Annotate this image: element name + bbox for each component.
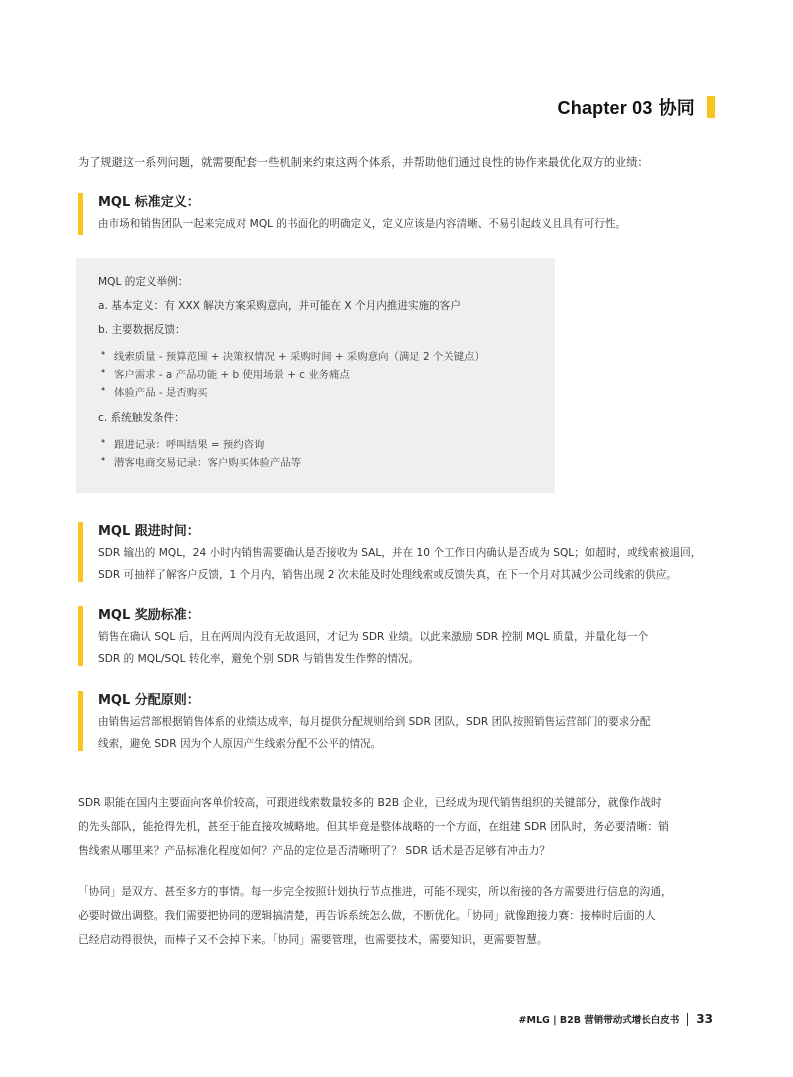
section-line: 由市场和销售团队一起来完成对 MQL 的书面化的明确定义，定义应该是内容清晰、不易引起歧义且具有可行性。 (98, 218, 627, 230)
section-line: SDR 的 MQL/SQL 转化率，避免个别 SDR 与销售发生作弊的情况。 (98, 653, 420, 665)
page-footer (519, 1012, 713, 1026)
footer-divider (687, 1013, 688, 1026)
section-line: 线索，避免 SDR 因为个人原因产生线索分配不公平的情况。 (98, 738, 382, 750)
chapter-header (558, 94, 715, 120)
example-bullet: • 体验产品 - 是否购买 (114, 384, 207, 399)
body-paragraph-sdr (78, 791, 669, 863)
section-line: 由销售运营部根据销售体系的业绩达成率，每月提供分配规则给到 SDR 团队，SDR 团队按照销售运营部门的要求分配 (98, 716, 651, 728)
page-number: 33 (696, 1012, 713, 1026)
example-item-c: c. 系统触发条件： (98, 412, 185, 424)
section-line: SDR 可抽样了解客户反馈，1 个月内，销售出现 2 次未能及时处理线索或反馈失真，在下一个月对其减少公司线索的供应。 (98, 569, 677, 581)
section-accent-bar (78, 691, 83, 751)
example-bullet: • 线索质量 - 预算范围 + 决策权情况 + 采购时间 + 采购意向（满足 2 个关键点） (114, 348, 485, 363)
example-item-a: a. 基本定义：有 XXX 解决方案采购意向，并可能在 X 个月内推进实施的客户 (98, 300, 461, 312)
section-title: MQL 跟进时间： (98, 524, 200, 539)
paragraph-line: 售线索从哪里来？产品标准化程度如何？产品的定位是否清晰明了？ SDR 话术是否足够有冲击力？ (78, 844, 551, 857)
body-paragraph-collaboration (78, 880, 672, 952)
example-bullet: • 客户需求 - a 产品功能 + b 使用场景 + c 业务痛点 (114, 366, 350, 381)
footer-publication: #MLG | B2B 营销带动式增长白皮书 (518, 1015, 680, 1026)
chapter-title-cn: 协同 (658, 98, 695, 118)
intro-text: 为了规避这一系列问题，就需要配套一些机制来约束这两个体系，并帮助他们通过良性的协作来最优化双方的业绩： (78, 156, 649, 169)
example-bullet: • 跟进记录：呼叫结果 = 预约咨询 (114, 436, 264, 451)
section-line: 销售在确认 SQL 后，且在两周内没有无故退回，才记为 SDR 业绩。以此来激励 SDR 控制 MQL 质量，并量化每一个 (98, 631, 649, 643)
section-title: MQL 分配原则： (98, 693, 200, 708)
section-line: SDR 输出的 MQL，24 小时内销售需要确认是否接收为 SAL，并在 10 个工作日内确认是否成为 SQL；如超时，或线索被退回， (98, 547, 702, 559)
section-title: MQL 奖励标准： (98, 608, 200, 623)
example-heading: MQL 的定义举例： (98, 276, 189, 288)
mql-example-box (76, 258, 555, 493)
paragraph-line: 必要时做出调整。我们需要把协同的逻辑搞清楚，再告诉系统怎么做，不断优化。「协同」就像跑接力赛：接棒时后面的人 (78, 909, 656, 922)
section-body (98, 711, 651, 755)
example-item-b: b. 主要数据反馈： (98, 324, 186, 336)
chapter-accent-bar (707, 96, 715, 118)
chapter-label: Chapter 03 (557, 98, 653, 118)
example-bullet: • 潜客电商交易记录：客户购买体验产品等 (114, 454, 301, 469)
section-accent-bar (78, 522, 83, 582)
section-body (98, 213, 626, 235)
paragraph-line: 的先头部队，能抢得先机，甚至于能直接攻城略地。但其毕竟是整体战略的一个方面，在组建 SDR 团队时，务必要清晰：销 (78, 820, 669, 833)
section-body (98, 626, 648, 670)
paragraph-line: 已经启动得很快，而棒子又不会掉下来。「协同」需要管理，也需要技术，需要知识，更需要智慧。 (78, 933, 548, 946)
section-accent-bar (78, 606, 83, 666)
section-title: MQL 标准定义： (98, 195, 200, 210)
section-body (98, 542, 701, 586)
section-accent-bar (78, 193, 83, 235)
paragraph-line: SDR 职能在国内主要面向客单价较高，可跟进线索数量较多的 B2B 企业，已经成为现代销售组织的关键部分，就像作战时 (78, 796, 662, 809)
paragraph-line: 「协同」是双方、甚至多方的事情。每一步完全按照计划执行节点推进，可能不现实，所以衔接的各方需要进行信息的沟通， (78, 885, 672, 898)
chapter-title (558, 94, 695, 120)
